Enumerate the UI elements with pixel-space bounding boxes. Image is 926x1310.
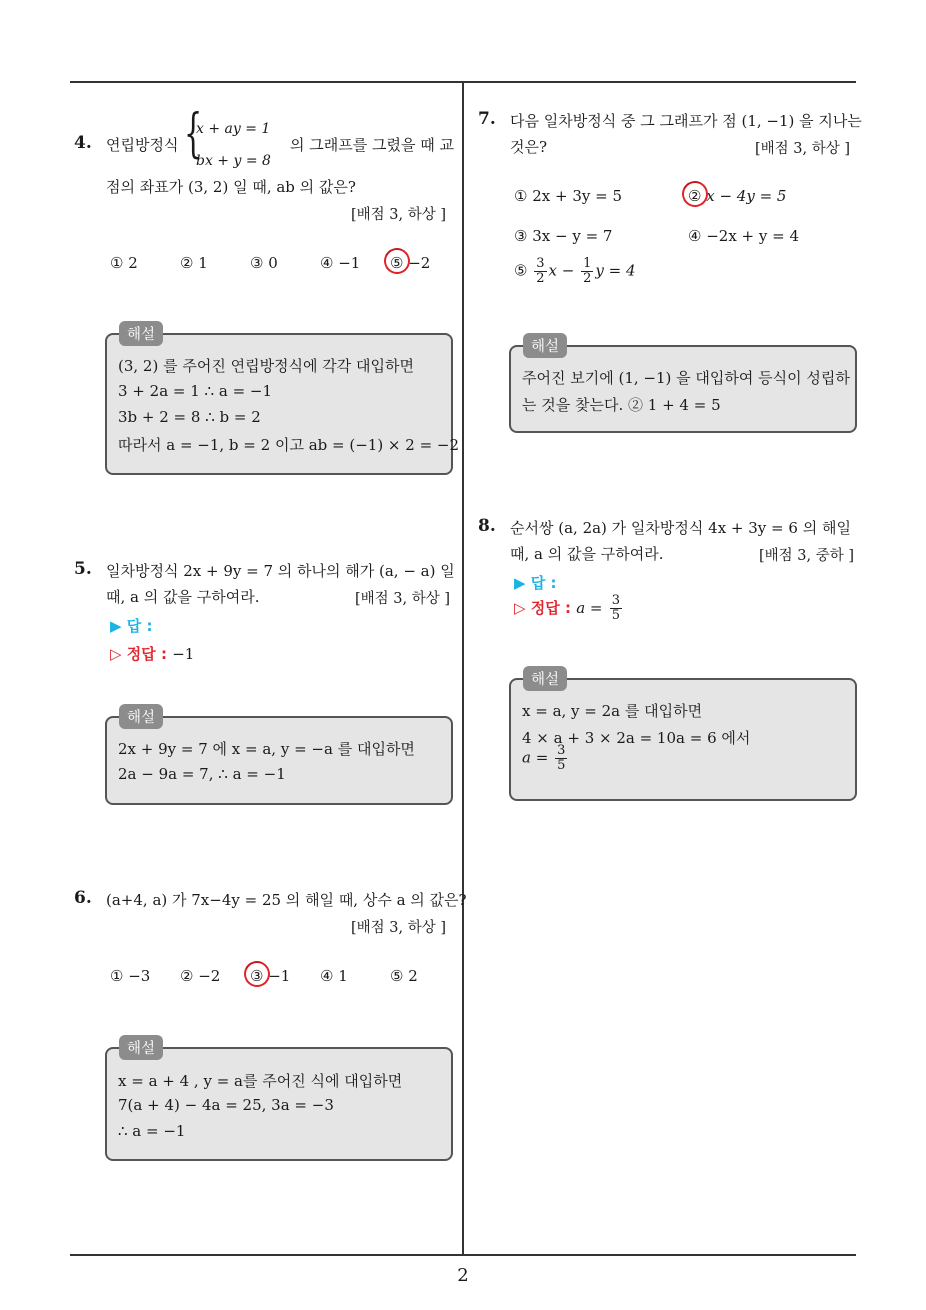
- score-label: [배점 3, 중하 ]: [759, 548, 855, 564]
- brace-icon: {: [184, 104, 203, 164]
- choice-4[interactable]: ④ 1: [320, 967, 348, 985]
- choice-3[interactable]: ③ 0: [250, 254, 278, 272]
- question-text: 때, a 의 값을 구하여라.: [106, 588, 260, 606]
- score-label: [배점 3, 하상 ]: [355, 591, 451, 607]
- solution-line: 4 × a + 3 × 2a = 10a = 6 에서: [522, 729, 751, 747]
- solution-tag: 해설: [119, 704, 163, 729]
- solution-line: 2x + 9y = 7 에 x = a, y = −a 를 대입하면: [118, 740, 415, 758]
- question-number: 7.: [478, 109, 496, 129]
- bottom-rule: [70, 1254, 856, 1256]
- solution-line: x = a, y = 2a 를 대입하면: [522, 702, 703, 720]
- choice-4[interactable]: ④ −2x + y = 4: [688, 227, 800, 245]
- question-text: 일차방정식 2x + 9y = 7 의 하나의 해가 (a, − a) 일: [106, 562, 455, 580]
- question-text: 것은?: [510, 138, 548, 156]
- choice-1[interactable]: ① 2: [110, 254, 138, 272]
- question-text: 다음 일차방정식 중 그 그래프가 점 (1, −1) 을 지나는: [510, 112, 862, 130]
- question-text: 순서쌍 (a, 2a) 가 일차방정식 4x + 3y = 6 의 해일: [510, 519, 851, 537]
- question-number: 4.: [74, 133, 92, 153]
- page-number: 2: [457, 1265, 469, 1286]
- selected-circle-icon: [678, 177, 711, 210]
- choice-4[interactable]: ④ −1: [320, 254, 361, 272]
- column-divider: [462, 83, 464, 1256]
- solution-line: (3, 2) 를 주어진 연립방정식에 각각 대입하면: [118, 357, 415, 375]
- solution-tag: 해설: [523, 333, 567, 358]
- question-text: 때, a 의 값을 구하여라.: [510, 545, 664, 563]
- solution-box: [509, 345, 857, 433]
- solution-tag: 해설: [119, 321, 163, 346]
- solution-line: a = $\frac{3}{5}$: [522, 743, 566, 773]
- question-number: 5.: [74, 559, 92, 579]
- correct-answer: ▷ 정답 : −1: [110, 645, 195, 663]
- selected-circle-icon: [380, 244, 413, 277]
- choice-1[interactable]: ① 2x + 3y = 5: [514, 187, 622, 205]
- correct-answer: ▷ 정답 : a = $\frac{3}{5}$: [514, 593, 620, 623]
- score-label: [배점 3, 하상 ]: [351, 920, 447, 936]
- solution-line: 3 + 2a = 1 ∴ a = −1: [118, 382, 273, 400]
- question-number: 6.: [74, 888, 92, 908]
- solution-line: x = a + 4 , y = a를 주어진 식에 대입하면: [118, 1072, 403, 1090]
- score-label: [배점 3, 하상 ]: [351, 207, 447, 223]
- choice-2[interactable]: ② x − 4y = 5: [688, 187, 786, 205]
- solution-box: [105, 716, 453, 805]
- solution-tag: 해설: [119, 1035, 163, 1060]
- score-label: [배점 3, 하상 ]: [755, 141, 851, 157]
- question-text: 의 그래프를 그렸을 때 교: [290, 136, 454, 154]
- solution-line: 2a − 9a = 7, ∴ a = −1: [118, 765, 286, 783]
- choice-2[interactable]: ② −2: [180, 967, 221, 985]
- choice-2[interactable]: ② 1: [180, 254, 208, 272]
- equation: bx + y = 8: [196, 153, 271, 169]
- choice-5[interactable]: ⑤ 2: [390, 967, 418, 985]
- question-text: (a+4, a) 가 7x−4y = 25 의 해일 때, 상수 a 의 값은?: [106, 891, 467, 909]
- solution-line: 3b + 2 = 8 ∴ b = 2: [118, 408, 261, 426]
- selected-circle-icon: [240, 957, 273, 990]
- choice-3[interactable]: ③ −1: [250, 967, 290, 985]
- solution-line: 는 것을 찾는다. ② 1 + 4 = 5: [522, 396, 721, 414]
- solution-line: 7(a + 4) − 4a = 25, 3a = −3: [118, 1096, 334, 1114]
- solution-line: ∴ a = −1: [118, 1122, 186, 1140]
- choice-5[interactable]: ⑤ −2: [390, 254, 430, 272]
- question-number: 8.: [478, 516, 496, 536]
- question-text: 점의 좌표가 (3, 2) 일 때, ab 의 값은?: [106, 178, 356, 196]
- solution-line: 따라서 a = −1, b = 2 이고 ab = (−1) × 2 = −2: [118, 436, 460, 454]
- choice-3[interactable]: ③ 3x − y = 7: [514, 227, 613, 245]
- solution-line: 주어진 보기에 (1, −1) 을 대입하여 등식이 성립하: [522, 369, 850, 387]
- choice-5[interactable]: ⑤ $\frac{3}{2}$ x − $\frac{1}{2}$ y = 4: [514, 256, 636, 286]
- solution-tag: 해설: [523, 666, 567, 691]
- equation: x + ay = 1: [196, 121, 271, 137]
- question-text: 연립방정식: [106, 136, 179, 154]
- answer-label: ▶ 답 :: [514, 574, 557, 592]
- choice-1[interactable]: ① −3: [110, 967, 151, 985]
- answer-label: ▶ 답 :: [110, 617, 153, 635]
